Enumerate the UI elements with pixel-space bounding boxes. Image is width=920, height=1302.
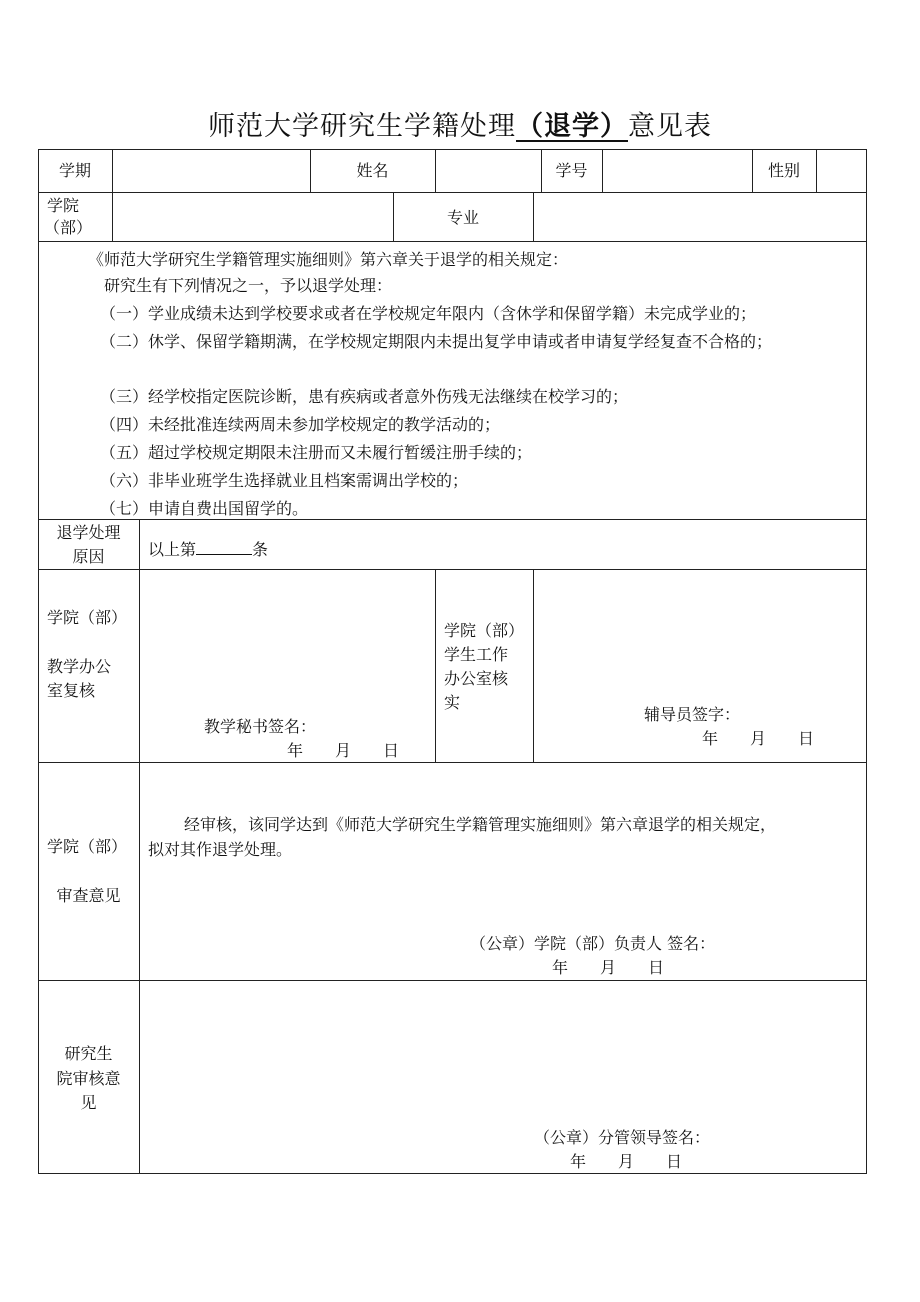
title-highlight: （退学） <box>516 111 628 142</box>
table-rule <box>38 519 867 520</box>
regulations-intro: 研究生有下列情况之一，予以退学处理： <box>104 276 393 295</box>
table-rule <box>38 569 867 570</box>
table-border <box>38 149 867 150</box>
regulation-item: （二）休学、保留学籍期满，在学校规定期限内未提出复学申请或者申请复学经复查不合格的； <box>100 332 773 351</box>
counselor-signature-label: 辅导员签字： <box>644 705 741 724</box>
table-rule <box>38 192 867 193</box>
office-review-date: 年 月 日 <box>287 741 400 760</box>
reason-text-after: 条 <box>252 540 269 559</box>
table-border <box>38 1173 867 1174</box>
reason-text-before: 以上第 <box>148 540 197 559</box>
student-office-label: 学院（部） <box>444 621 525 640</box>
table-rule <box>533 192 534 241</box>
table-rule <box>602 149 603 192</box>
college-opinion-label-2: 审查意见 <box>56 886 121 905</box>
graduate-school-label-3: 见 <box>80 1093 97 1112</box>
regulations-heading: 《师范大学研究生学籍管理实施细则》第六章关于退学的相关规定： <box>88 250 569 269</box>
student-office-label-2: 学生工作 <box>444 645 509 664</box>
college-opinion-text: 经审核，该同学达到《师范大学研究生学籍管理实施细则》第六章退学的相关规定， <box>184 815 777 834</box>
graduate-leader-signature-label: （公章）分管领导签名： <box>534 1128 711 1147</box>
regulation-item: （三）经学校指定医院诊断，患有疾病或者意外伤残无法继续在校学习的； <box>100 387 629 406</box>
form-title <box>0 104 920 143</box>
college-label-dept: （部） <box>44 218 93 237</box>
table-rule <box>139 519 140 1173</box>
student-office-label-4: 实 <box>444 693 461 712</box>
college-opinion-text-2: 拟对其作退学处理。 <box>148 840 293 859</box>
office-review-label: 学院（部） <box>47 608 128 627</box>
regulation-item: （六）非毕业班学生选择就业且档案需调出学校的； <box>100 471 469 490</box>
table-rule <box>435 569 436 762</box>
table-rule <box>816 149 817 192</box>
table-rule <box>435 149 436 192</box>
gender-label: 性别 <box>767 161 800 180</box>
student-office-date: 年 月 日 <box>702 729 815 748</box>
name-label: 姓名 <box>356 161 389 180</box>
major-label: 专业 <box>446 208 479 227</box>
table-rule <box>533 569 534 762</box>
table-border <box>866 149 867 1174</box>
office-review-label-3: 室复核 <box>47 681 96 700</box>
table-border <box>38 149 39 1174</box>
college-leader-signature-label: （公章）学院（部）负责人 签名： <box>470 934 716 953</box>
table-rule <box>38 241 867 242</box>
secretary-signature-label: 教学秘书签名： <box>204 717 317 736</box>
student-office-label-3: 办公室核 <box>444 669 509 688</box>
graduate-school-date: 年 月 日 <box>570 1152 683 1171</box>
title-suffix: 意见表 <box>628 111 712 142</box>
college-opinion-label: 学院（部） <box>47 837 128 856</box>
graduate-school-label: 研究生 <box>64 1044 113 1063</box>
table-rule <box>38 980 867 981</box>
reason-item-number-blank[interactable] <box>196 537 252 555</box>
student-id-label: 学号 <box>555 161 588 180</box>
table-rule <box>112 149 113 241</box>
regulation-item: （七）申请自费出国留学的。 <box>100 499 309 518</box>
office-review-label-2: 教学办公 <box>47 657 112 676</box>
semester-label: 学期 <box>58 161 91 180</box>
regulation-item: （一）学业成绩未达到学校要求或者在学校规定年限内（含休学和保留学籍）未完成学业的； <box>100 304 757 323</box>
reason-label-2: 原因 <box>72 547 105 566</box>
graduate-school-label-2: 院审核意 <box>56 1069 121 1088</box>
reason-label: 退学处理 <box>56 523 121 542</box>
reason-text <box>148 537 268 560</box>
table-rule <box>38 762 867 763</box>
regulation-item: （五）超过学校规定期限未注册而又未履行暂缓注册手续的； <box>100 443 533 462</box>
regulation-item: （四）未经批准连续两周未参加学校规定的教学活动的； <box>100 415 501 434</box>
college-opinion-date: 年 月 日 <box>552 958 665 977</box>
college-label: 学院 <box>47 196 80 215</box>
title-prefix: 师范大学研究生学籍处理 <box>208 111 516 142</box>
